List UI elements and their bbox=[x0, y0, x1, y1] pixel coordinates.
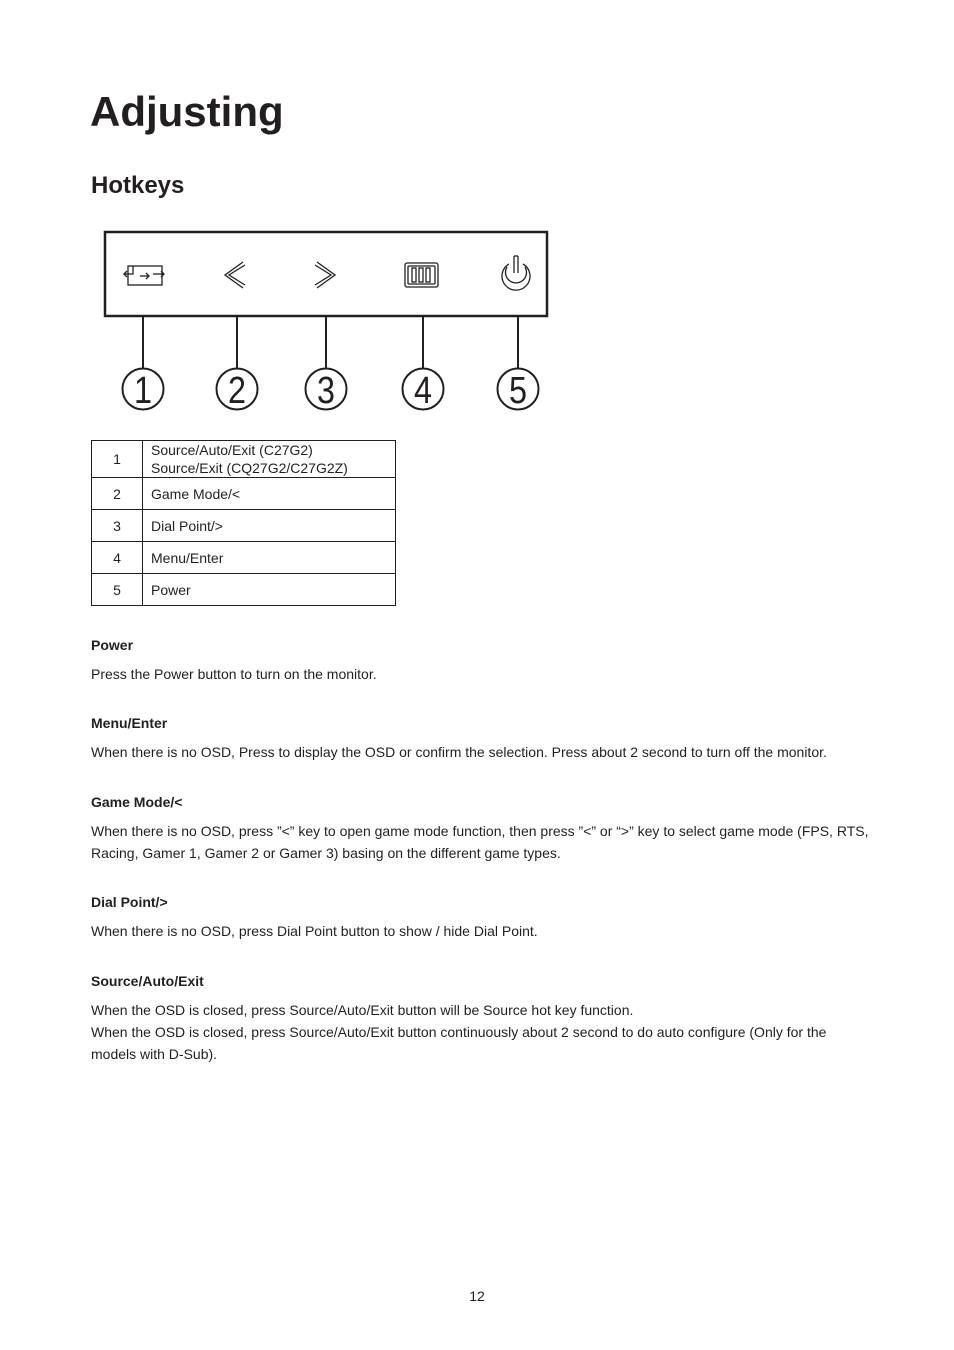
menu-icon bbox=[405, 263, 438, 287]
power-icon bbox=[502, 256, 530, 290]
table-row bbox=[92, 574, 396, 606]
section-title: Hotkeys bbox=[91, 172, 185, 199]
hotkey-diagram bbox=[100, 228, 552, 414]
description-text: When the OSD is closed, press Source/Auto/Exit button continuously about 2 second to do auto configure (Only for the models with D-Sub). bbox=[91, 1024, 827, 1062]
key-function-line: Source/Auto/Exit (C27G2) bbox=[151, 442, 313, 458]
callout-number-1: 1 bbox=[134, 370, 152, 412]
table-row bbox=[92, 441, 396, 478]
description-text: When there is no OSD, press ”<” key to open game mode function, then press ”<” or “>” key to select game mode (FPS, RTS, Racing, Gamer 1, Gamer 2 or Gamer 3) basing on the different game types. bbox=[91, 823, 869, 861]
callout-number-3: 3 bbox=[317, 370, 335, 412]
callout-number-5: 5 bbox=[509, 370, 527, 412]
button-panel bbox=[105, 232, 547, 316]
chevron-left-icon bbox=[225, 262, 245, 288]
page-number: 12 bbox=[469, 1288, 485, 1304]
description-menu-enter bbox=[91, 714, 871, 763]
key-function bbox=[143, 478, 396, 510]
description-heading: Game Mode/< bbox=[91, 794, 183, 810]
description-text: Press the Power button to turn on the monitor. bbox=[91, 666, 377, 682]
description-heading: Source/Auto/Exit bbox=[91, 973, 204, 989]
key-function-line: Menu/Enter bbox=[151, 549, 224, 566]
key-function-line: Dial Point/> bbox=[151, 517, 223, 534]
table-row bbox=[92, 510, 396, 542]
table-row bbox=[92, 542, 396, 574]
key-number: 1 bbox=[92, 441, 143, 478]
key-function-line: Game Mode/< bbox=[151, 485, 241, 502]
key-number: 4 bbox=[92, 542, 143, 574]
key-number: 5 bbox=[92, 574, 143, 606]
page-title: Adjusting bbox=[90, 88, 284, 135]
table-row bbox=[92, 478, 396, 510]
chevron-right-icon bbox=[315, 262, 335, 288]
description-text: When there is no OSD, press Dial Point button to show / hide Dial Point. bbox=[91, 923, 538, 939]
key-function-line: Power bbox=[151, 581, 191, 598]
source-exit-icon bbox=[124, 266, 164, 285]
key-number: 3 bbox=[92, 510, 143, 542]
description-text: When the OSD is closed, press Source/Auto/Exit button will be Source hot key function. bbox=[91, 1002, 634, 1018]
hotkey-table bbox=[91, 440, 396, 606]
key-function bbox=[143, 574, 396, 606]
callout-number-2: 2 bbox=[228, 370, 246, 412]
description-source-auto-exit bbox=[91, 972, 871, 1065]
key-number: 2 bbox=[92, 478, 143, 510]
callout-number-4: 4 bbox=[414, 370, 432, 412]
key-function bbox=[143, 510, 396, 542]
key-function bbox=[143, 441, 396, 478]
key-function bbox=[143, 542, 396, 574]
key-function-line: Source/Exit (CQ27G2/C27G2Z) bbox=[151, 460, 348, 476]
description-heading: Dial Point/> bbox=[91, 894, 168, 910]
description-heading: Power bbox=[91, 637, 134, 653]
description-dial-point bbox=[91, 893, 871, 942]
description-text: When there is no OSD, Press to display the OSD or confirm the selection. Press about 2 second to turn off the monitor. bbox=[91, 744, 827, 760]
description-power bbox=[91, 636, 871, 685]
description-game-mode bbox=[91, 793, 871, 864]
description-heading: Menu/Enter bbox=[91, 715, 168, 731]
